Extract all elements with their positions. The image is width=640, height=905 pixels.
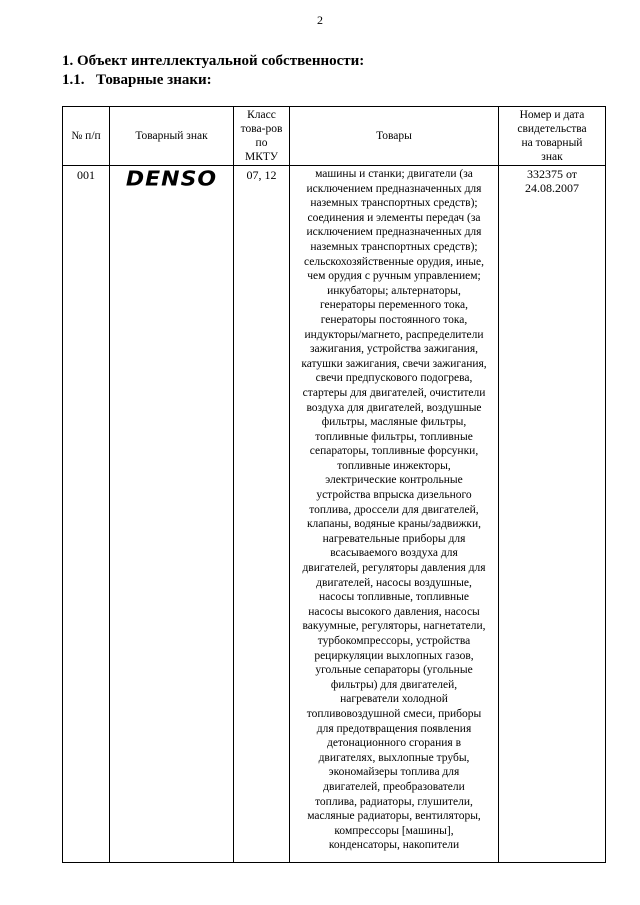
subsection-number: 1.1.: [62, 72, 85, 88]
header-trademark: Товарный знак: [110, 107, 234, 166]
goods-line: экономайзеры топлива для: [328, 766, 460, 779]
header-num: № п/п: [63, 107, 110, 166]
goods-line: двигателей, насосы воздушные,: [316, 576, 472, 589]
goods-line: клапаны, водяные краны/задвижки,: [306, 518, 482, 531]
header-class: Класс това-ров по МКТУ: [234, 107, 290, 166]
goods-list: [290, 167, 498, 853]
certificate-date: 24.08.2007: [525, 181, 579, 195]
goods-line: насосы высокого давления, насосы: [308, 605, 480, 618]
goods-line: катушки зажигания, свечи зажигания,: [301, 357, 487, 370]
goods-line: нагревательные приборы для: [322, 532, 466, 545]
goods-line: зажигания, устройства зажигания,: [309, 343, 479, 356]
goods-line: генераторы постоянного тока,: [320, 313, 468, 326]
goods-line: исключением предназначенных для: [306, 226, 482, 239]
goods-line: насосы топливные, топливные: [318, 591, 470, 604]
goods-line: фильтры, масляные фильтры,: [321, 416, 467, 429]
goods-line: генераторы переменного тока,: [319, 299, 469, 312]
goods-line: индукторы/магнето, распределители: [304, 328, 484, 341]
goods-line: масляные радиаторы, вентиляторы,: [307, 810, 481, 823]
goods-line: стартеры для двигателей, очистители: [302, 386, 486, 399]
header-certificate: Номер и дата свидетельства на товарный знак: [499, 107, 606, 166]
trademark-cell: [110, 166, 234, 863]
row-number: 001: [63, 166, 110, 863]
goods-line: сепараторы, топливные форсунки,: [309, 445, 479, 458]
page-number: 2: [317, 13, 323, 27]
certificate-number: 332375 от: [526, 167, 578, 181]
section-heading: 1. Объект интеллектуальной собственности:: [62, 53, 365, 69]
goods-line: устройства впрыска дизельного: [316, 489, 472, 502]
trademark-table: [62, 106, 606, 863]
goods-line: рециркуляции выхлопных газов,: [314, 649, 474, 662]
goods-line: наземных транспортных средств);: [310, 240, 478, 253]
class-cell: 07, 12: [234, 166, 290, 863]
goods-line: воздуха для двигателей, воздушные: [306, 401, 482, 414]
goods-line: топлива, дроссели для двигателей,: [309, 503, 479, 516]
subsection-title: Товарные знаки:: [96, 72, 212, 88]
goods-line: топливные инжекторы,: [337, 459, 451, 472]
goods-cell: [290, 166, 499, 863]
goods-line: свечи предпускового подогрева,: [315, 372, 473, 385]
goods-line: топлива, радиаторы, глушители,: [315, 795, 473, 808]
goods-line: соединения и элементы передач (за: [307, 211, 481, 224]
goods-line: исключением предназначенных для: [306, 182, 482, 195]
subsection-heading: [62, 72, 212, 89]
goods-line: конденсаторы, накопители: [328, 839, 460, 852]
goods-line: двигателях, выхлопные трубы,: [318, 751, 470, 764]
goods-line: инкубаторы; альтернаторы,: [327, 284, 461, 297]
goods-line: двигателей, преобразователи: [323, 780, 465, 793]
header-goods: Товары: [290, 107, 499, 166]
goods-line: электрические контрольные: [325, 474, 463, 487]
goods-line: угольные сепараторы (угольные: [315, 664, 473, 677]
goods-line: нагреватели холодной: [340, 693, 448, 706]
denso-logo: DENSO: [125, 168, 218, 191]
certificate-cell: [499, 166, 606, 863]
goods-line: турбокомпрессоры, устройства: [317, 635, 471, 647]
goods-line: вакуумные, регуляторы, нагнетатели,: [302, 620, 486, 633]
goods-line: двигателей, регуляторы давления для: [302, 562, 486, 575]
goods-line: машины и станки; двигатели (за: [315, 168, 473, 180]
goods-line: наземных транспортных средств);: [310, 197, 478, 210]
table-row: [63, 166, 606, 863]
goods-line: сельскохозяйственные орудия, иные,: [304, 255, 484, 268]
table-header-row: [63, 107, 606, 166]
goods-line: детонационного сгорания в: [326, 737, 462, 750]
goods-line: всасываемого воздуха для: [330, 547, 458, 560]
goods-line: топливные фильтры, топливные: [315, 430, 473, 443]
goods-line: фильтры) для двигателей,: [330, 678, 458, 691]
goods-line: топливовоздушной смеси, приборы: [306, 707, 482, 720]
goods-line: компрессоры [машины],: [334, 824, 454, 837]
goods-line: для предотвращения появления: [316, 722, 472, 735]
goods-line: чем орудия с ручным управлением;: [307, 270, 481, 283]
